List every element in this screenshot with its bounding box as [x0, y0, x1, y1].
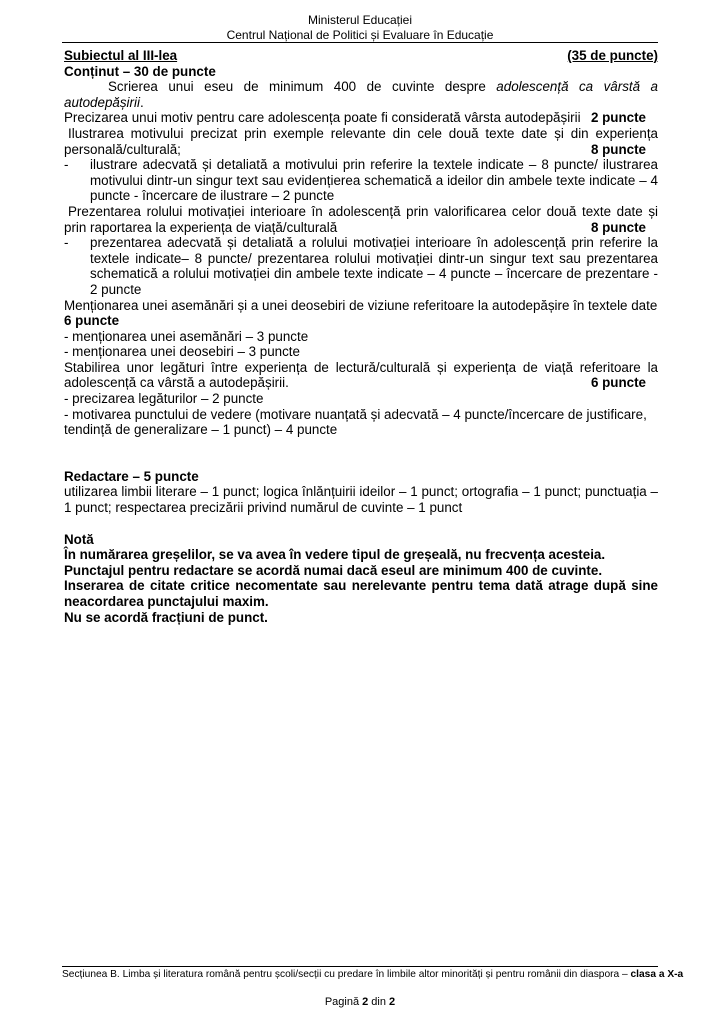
- note-line-2: Punctajul pentru redactare se acordă numai dacă eseul are minimum 400 de cuvinte.: [64, 562, 603, 578]
- intro-prefix: Scrierea unui eseu de minimum 400 de cuvinte despre: [108, 79, 497, 95]
- criterion-1-points: 2 puncte: [590, 110, 646, 126]
- criterion-4-points: 6 puncte: [64, 313, 120, 329]
- subject-title: Subiectul al III-lea: [64, 48, 178, 63]
- footer-divider: [62, 966, 658, 967]
- content-heading: Conținut – 30 de puncte: [64, 63, 216, 79]
- note-heading: Notă: [64, 531, 94, 547]
- center-name: Centrul Național de Politici și Evaluare în Educație: [226, 27, 494, 42]
- criterion-4-item-1: - menționarea unei asemănări – 3 puncte: [64, 328, 309, 344]
- list-dash: -: [64, 157, 69, 173]
- criterion-3-points: 8 puncte: [590, 219, 646, 235]
- page-number: [62, 996, 658, 1008]
- page-prefix: Pagină: [324, 996, 363, 1008]
- note-line-1: În numărarea greșelilor, se va avea în vedere tipul de greșeală, nu frecvența acesteia.: [64, 547, 606, 563]
- intro-suffix: .: [139, 94, 144, 110]
- note-line-3: Inserarea de citate critice necomentate sau nerelevante pentru tema dată atrage după sine neacordarea punctajului maxim.: [64, 578, 658, 609]
- criterion-5-points: 6 puncte: [590, 375, 646, 391]
- criterion-5-text: Stabilirea unor legături între experiența de lectură/culturală și experiența de viață referitoare la adolescență ca vârstă a autodepășirii.: [64, 359, 658, 391]
- ministry-name: Ministerul Educației: [307, 13, 413, 27]
- footer-class: clasa a X-a: [630, 969, 684, 980]
- criterion-5-item-1: - precizarea legăturilor – 2 puncte: [64, 391, 264, 407]
- page-footer: [62, 969, 684, 981]
- spacer: [64, 438, 658, 469]
- criterion-2-detail: [64, 157, 658, 204]
- page-mid: din: [368, 996, 390, 1008]
- redactare-heading: Redactare – 5 puncte: [64, 468, 199, 484]
- criterion-3-detail-text: prezentarea adecvată și detaliată a rolului motivației interioare în adolescență prin referire la textele indicate– 8 puncte/ prezentarea rolului motivației dintr-un singur text sau prezentarea schematică a rolului motivației din ambele texte indicate – 4 puncte – încercare de prezentare - 2 puncte: [90, 235, 658, 297]
- header-divider: [62, 42, 658, 43]
- intro-topic: adolescență ca vârstă a autodepășirii: [64, 79, 658, 110]
- note-line-4: Nu se acordă fracțiuni de punct.: [64, 609, 268, 625]
- criterion-2: [64, 126, 658, 157]
- criterion-4-text: Menționarea unei asemănări și a unei deosebiri de viziune referitoare la autodepășire în textele date: [64, 297, 658, 313]
- criterion-2-text: Ilustrarea motivului precizat prin exemple relevante din cele două texte date și din experiența personală/culturală;: [64, 125, 658, 157]
- list-dash: -: [64, 235, 69, 251]
- page-current: 2: [362, 996, 369, 1008]
- document-body: [64, 48, 658, 625]
- criterion-1-text: Precizarea unui motiv pentru care adolescența poate fi considerată vârsta autodepășirii: [64, 110, 581, 126]
- criterion-5: [64, 360, 658, 391]
- criterion-3: [64, 204, 658, 235]
- criterion-1: [64, 110, 658, 126]
- footer-text: Secțiunea B. Limba și literatura română pentru școli/secții cu predare în limbile altor minorități și pentru românii din diaspora –: [62, 969, 631, 980]
- spacer: [64, 516, 658, 532]
- criterion-3-detail: [64, 235, 658, 297]
- criterion-4: [64, 298, 658, 329]
- subject-heading: [64, 48, 658, 64]
- criterion-5-item-2: - motivarea punctului de vedere (motivare nuanțată și adecvată – 4 puncte/încercare de justificare, tendință de generalizare – 1 punct) – 4 puncte: [64, 406, 647, 438]
- page-header: [62, 13, 658, 42]
- criterion-2-detail-text: ilustrare adecvată și detaliată a motivului prin referire la textele indicate – 8 puncte/ ilustrarea motivului dintr-un singur text sau evidențierea schematică a ideilor din ambele texte indicate – 4 puncte - încercare de ilustrare – 2 puncte: [90, 157, 658, 204]
- redactare-text: utilizarea limbii literare – 1 punct; logica înlănțuirii ideilor – 1 punct; ortografia – 1 punct; punctuația – 1 punct; respectarea precizării privind numărul de cuvinte – 1 punct: [64, 484, 658, 516]
- criterion-4-item-2: - menționarea unei deosebiri – 3 puncte: [64, 344, 300, 360]
- intro-paragraph: [64, 79, 658, 110]
- criterion-2-points: 8 puncte: [590, 141, 646, 157]
- criterion-3-text: Prezentarea rolului motivației interioare în adolescență prin valorificarea celor două texte date și prin raportarea la experiența de viață/culturală: [64, 203, 658, 235]
- subject-points: (35 de puncte): [567, 48, 658, 63]
- page-total: 2: [389, 996, 396, 1008]
